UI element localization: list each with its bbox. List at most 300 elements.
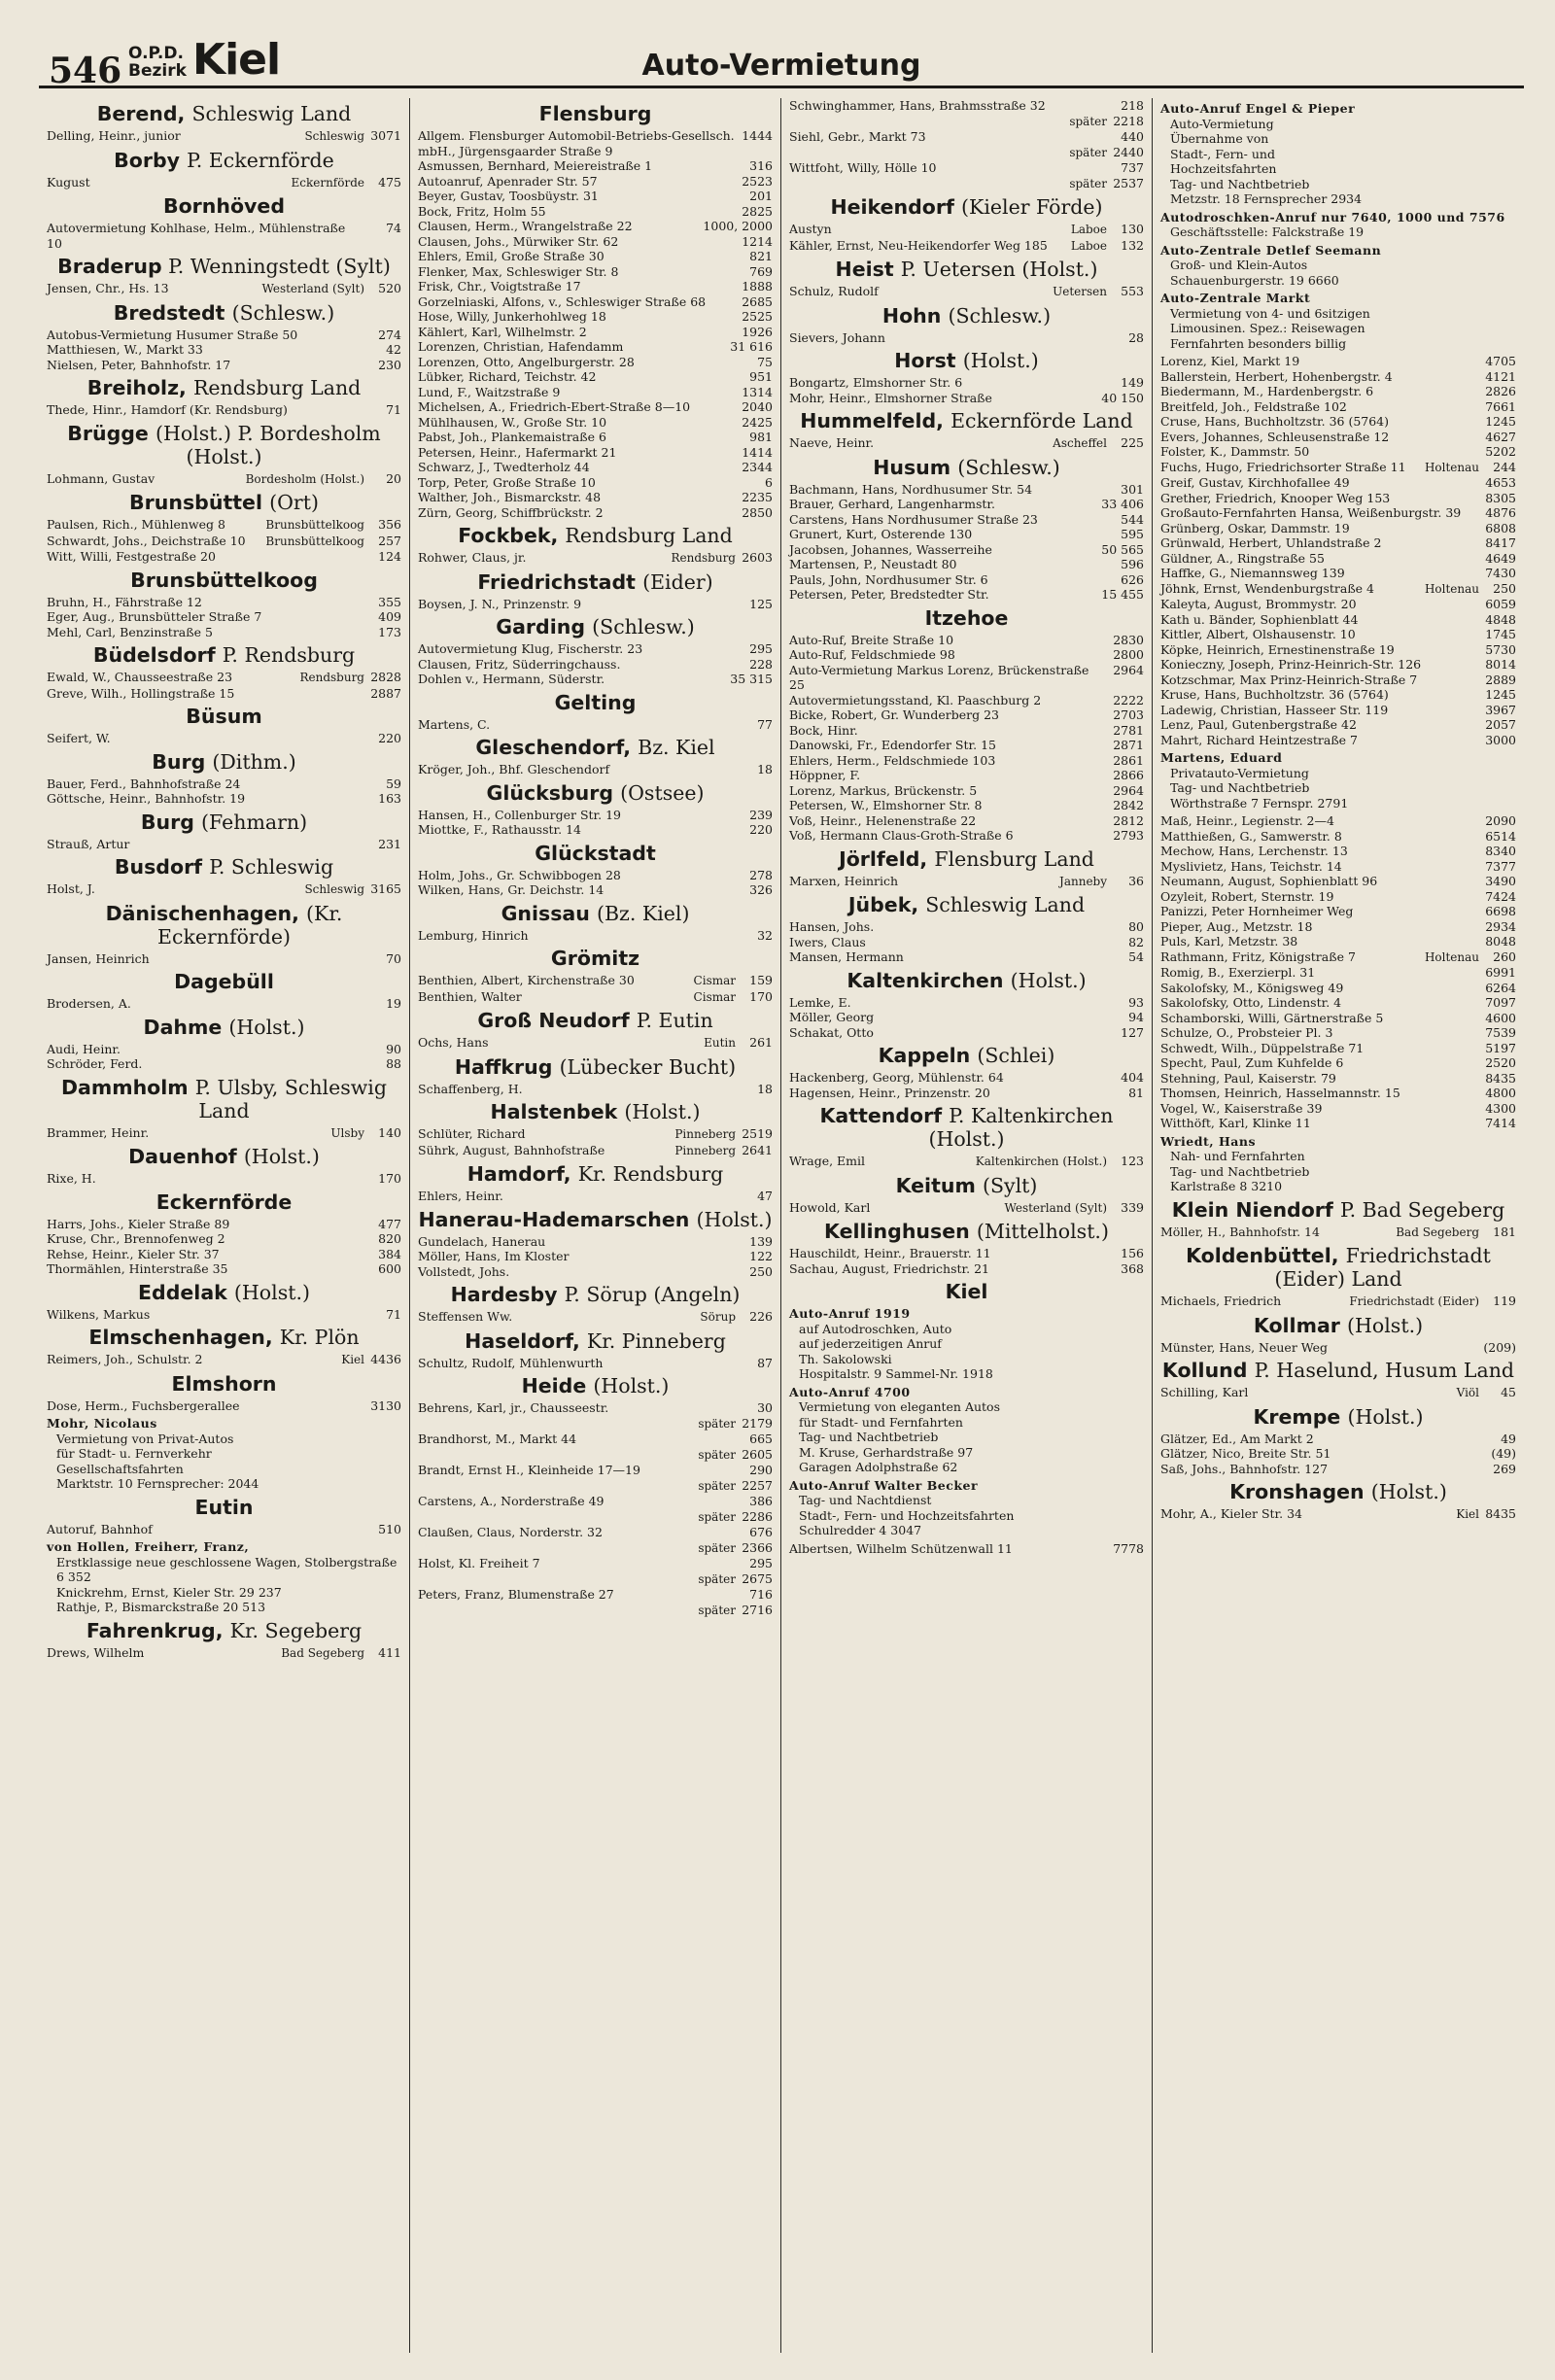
place-name: Hohn (881, 303, 949, 328)
listing-entry (789, 482, 1144, 498)
listing-entry (1160, 414, 1516, 430)
listing-name: Lorenz, Markus, Brückenstr. 5 (789, 782, 978, 798)
place-heading (47, 855, 401, 879)
place-heading (418, 615, 773, 638)
listing-phone: 7778 (1113, 1540, 1144, 1556)
listing-phone: 440 (1121, 129, 1144, 144)
listing-name: Matthießen, G., Samwerstr. 8 (1160, 828, 1342, 844)
place-heading (47, 1016, 401, 1039)
advert-block (1160, 210, 1516, 240)
listing-phone: 520 (378, 281, 401, 295)
listing-entry (789, 129, 1144, 145)
listing-name: Glätzer, Nico, Breite Str. 51 (1160, 1446, 1331, 1461)
listing-entry (789, 1025, 1144, 1041)
listing-phone: (49) (1491, 1446, 1516, 1461)
listing-name: Carstens, A., Norderstraße 49 (418, 1494, 605, 1508)
place-heading (789, 1220, 1144, 1243)
place-name: Gnissau (501, 901, 597, 925)
listing-entry (418, 717, 773, 733)
listing-exchange: Janneby (1059, 874, 1107, 888)
place-heading (789, 195, 1144, 219)
listing-entry (418, 1556, 773, 1571)
listing-entry (1160, 889, 1516, 905)
listing-phone: 2605 (742, 1446, 773, 1462)
listing-exchange: Friedrichstadt (Eider) (1349, 1294, 1479, 1308)
listing-entry (789, 874, 1144, 890)
listing-phone: 130 (1121, 222, 1144, 236)
place-heading (47, 705, 401, 728)
listing-entry (1160, 874, 1516, 889)
listing-name: Wilken, Hans, Gr. Deichstr. 14 (418, 882, 605, 897)
listing-exchange: später (1069, 145, 1107, 159)
place-heading (418, 1055, 773, 1079)
advert-line: für Stadt- und Fernfahrten (799, 1414, 963, 1430)
listing-phone: 820 (378, 1231, 401, 1246)
listing-name: Mehl, Carl, Benzinstraße 5 (47, 624, 213, 639)
listing-entry (418, 369, 773, 385)
listing-phone: 3967 (1485, 702, 1516, 717)
advert-line: Marktstr. 10 Fernsprecher: 2044 (56, 1476, 259, 1491)
listing-name: Reimers, Joh., Schulstr. 2 (47, 1352, 203, 1366)
listing-entry (1160, 535, 1516, 551)
listing-phone: 220 (749, 822, 773, 837)
advert-title: Mohr, Nicolaus (47, 1416, 157, 1431)
advert-line: Vermietung von 4- und 6sitzigen (1170, 305, 1370, 321)
listing-entry (47, 221, 401, 251)
listing-phone: 3165 (370, 881, 401, 896)
listing-phone: 2440 (1113, 144, 1144, 159)
advert-line: auf jederzeitigen Anruf (799, 1336, 942, 1351)
listing-phone: 28 (1128, 329, 1144, 345)
listing-entry (1160, 566, 1516, 581)
listing-entry (47, 175, 401, 191)
listing-phone: 19 (386, 996, 401, 1011)
listing-entry (418, 1525, 773, 1540)
advert-line: Garagen Adolphstraße 62 (799, 1460, 958, 1474)
listing-phone: 244 (1493, 459, 1516, 474)
listing-entry (1160, 919, 1516, 935)
place-name: Elmshorn (171, 1371, 277, 1396)
place-name: Koldenbüttel, (1186, 1244, 1346, 1267)
listing-name: Kröger, Joh., Bhf. Gleschendorf (418, 762, 610, 776)
listing-phone: 5197 (1485, 1040, 1516, 1055)
listing-phone: 368 (1121, 1260, 1144, 1276)
place-name: Keitum (895, 1173, 983, 1197)
listing-phone: 42 (386, 342, 401, 357)
listing-phone: 7097 (1485, 995, 1516, 1010)
place-name: Eutin (194, 1495, 254, 1519)
listing-phone: 2964 (1113, 662, 1144, 677)
listing-name: Hose, Willy, Junkerhohlweg 18 (418, 309, 606, 324)
listing-entry (789, 1086, 1144, 1101)
listing-name: Benthien, Walter (418, 988, 522, 1004)
listing-entry (47, 881, 401, 898)
listing-name: Iwers, Claus (789, 934, 866, 949)
listing-name: Wittfoht, Willy, Hölle 10 (789, 160, 937, 175)
advert-line: Tag- und Nachtbetrieb (1170, 780, 1310, 795)
listing-name: Göttsche, Heinr., Bahnhofstr. 19 (47, 791, 246, 806)
advert-line: Übernahme von (1170, 131, 1269, 146)
listing-name: Autobus-Vermietung Husumer Straße 50 (47, 327, 298, 342)
listing-name: Auto-Ruf, Feldschmiede 98 (789, 647, 955, 662)
place-qualifier: (Schlei) (977, 1044, 1055, 1067)
listing-phone: 181 (1493, 1224, 1516, 1239)
listing-entry (789, 98, 1144, 114)
listing-entry (1160, 369, 1516, 385)
listing-phone: 40 150 (1101, 390, 1144, 405)
listing-phone: 4600 (1485, 1010, 1516, 1025)
listing-phone: 7661 (1485, 398, 1516, 414)
column-4 (1153, 98, 1524, 2353)
listing-name: Howold, Karl (789, 1199, 871, 1215)
listing-entry (47, 1125, 401, 1142)
place-qualifier: (Schlesw.) (592, 615, 695, 638)
place-name: Kollund (1161, 1359, 1255, 1382)
listing-name: Güldner, A., Ringstraße 55 (1160, 550, 1325, 566)
listing-entry (418, 1509, 773, 1526)
listing-phone: 6 (765, 474, 773, 490)
listing-entry (418, 868, 773, 883)
listing-name: Gundelach, Hanerau (418, 1233, 546, 1249)
place-name: Hamdorf, (466, 1162, 578, 1186)
listing-entry (418, 1249, 773, 1264)
place-heading (789, 304, 1144, 328)
listing-name: Breitfeld, Joh., Feldstraße 102 (1160, 398, 1347, 414)
place-heading (418, 1208, 773, 1231)
listing-name: Möller, Georg (789, 1010, 875, 1024)
listing-name: Ewald, W., Chausseestraße 23 (47, 670, 233, 684)
place-qualifier: P. Rendsburg (222, 643, 356, 667)
listing-phone: 1314 (742, 384, 773, 399)
place-qualifier: (Holst.) (696, 1207, 773, 1231)
listing-exchange: Sörup (700, 1310, 736, 1324)
listing-phone: 2826 (1485, 384, 1516, 398)
listing-name: Greif, Gustav, Kirchhofallee 49 (1160, 475, 1350, 490)
place-name: Horst (894, 349, 963, 372)
listing-name: Albertsen, Wilhelm Schützenwall 11 (789, 1540, 1013, 1556)
place-heading (418, 781, 773, 805)
place-heading (418, 842, 773, 865)
listing-entry (789, 512, 1144, 528)
listing-entry (418, 174, 773, 190)
listing-phone: 356 (378, 517, 401, 532)
listing-phone: 260 (1493, 949, 1516, 964)
listing-entry (1160, 1340, 1516, 1356)
listing-name: Seifert, W. (47, 731, 111, 745)
listing-entry (789, 949, 1144, 965)
place-name: Heikendorf (830, 195, 962, 219)
listing-phone: 4848 (1485, 611, 1516, 627)
listing-phone: 1245 (1485, 414, 1516, 429)
place-qualifier: Flensburg Land (934, 846, 1094, 871)
listing-name: Evers, Johannes, Schleusenstraße 12 (1160, 429, 1390, 444)
place-qualifier: Rendsburg Land (192, 376, 362, 399)
listing-phone: 665 (749, 1431, 773, 1446)
listing-entry (789, 693, 1144, 708)
listing-name: Sievers, Johann (789, 329, 885, 345)
place-name: Kaltenkirchen (847, 968, 1011, 992)
listing-entry (789, 828, 1144, 844)
listing-phone: 596 (1121, 557, 1144, 571)
place-qualifier: (Kieler Förde) (961, 195, 1103, 219)
listing-phone: 716 (749, 1587, 773, 1602)
listing-name: Möller, H., Bahnhofstr. 14 (1160, 1224, 1320, 1239)
advert-line: Th. Sakolowski (799, 1351, 892, 1366)
listing-entry (418, 973, 773, 989)
listing-phone: 36 (1128, 873, 1144, 888)
listing-phone: 257 (378, 533, 401, 548)
place-heading (418, 102, 773, 125)
listing-name: Neumann, August, Sophienblatt 96 (1160, 874, 1378, 888)
listing-entry (1160, 430, 1516, 445)
listing-name: Fuchs, Hugo, Friedrichsorter Straße 11 (1160, 459, 1406, 474)
column-2 (410, 98, 781, 2353)
listing-name: Myslivietz, Hans, Teichstr. 14 (1160, 858, 1342, 874)
listing-name: Clausen, Fritz, Süderringchauss. (418, 656, 621, 672)
listing-phone: 477 (378, 1216, 401, 1231)
place-qualifier: (Holst.) (624, 1100, 701, 1123)
listing-name: Maß, Heinr., Legienstr. 2—4 (1160, 813, 1334, 828)
listing-phone: 355 (378, 594, 401, 609)
place-heading (789, 349, 1144, 372)
listing-name: Kruse, Chr., Brennofenweg 2 (47, 1231, 225, 1246)
place-heading (1160, 1480, 1516, 1503)
listing-exchange: Brunsbüttelkoog (265, 534, 364, 548)
listing-name: Schwarz, J., Twedterholz 44 (418, 460, 590, 474)
place-heading (1160, 1359, 1516, 1382)
place-name: Groß Neudorf (477, 1009, 637, 1032)
listing-entry (418, 249, 773, 264)
listing-name: Hagensen, Heinr., Prinzenstr. 20 (789, 1085, 990, 1100)
listing-phone: 384 (378, 1246, 401, 1261)
listing-entry (789, 1200, 1144, 1217)
listing-name: Lübker, Richard, Teichstr. 42 (418, 369, 597, 384)
listing-phone: 54 (1128, 949, 1144, 964)
listing-name: Beyer, Gustav, Toosbüystr. 31 (418, 189, 599, 203)
place-heading (789, 409, 1144, 432)
listing-phone: 2519 (742, 1126, 773, 1141)
listing-phone: 6264 (1485, 980, 1516, 995)
place-heading (1160, 1314, 1516, 1337)
listing-phone: 2675 (742, 1570, 773, 1586)
listing-name: Lemke, E. (789, 994, 851, 1010)
listing-exchange: Eckernförde (291, 175, 364, 190)
advert-title: Auto-Zentrale Markt (1160, 291, 1311, 305)
listing-name: Drews, Wilhelm (47, 1644, 145, 1660)
listing-name: Schulze, O., Probsteier Pl. 3 (1160, 1025, 1333, 1040)
listing-entry (789, 995, 1144, 1011)
listing-entry (418, 355, 773, 370)
listing-entry (47, 1217, 401, 1232)
listing-name: Kaleyta, August, Brommystr. 20 (1160, 597, 1357, 611)
advert-line: auf Autodroschken, Auto (799, 1321, 952, 1336)
listing-name: Zürn, Georg, Schiffbrückstr. 2 (418, 504, 604, 520)
listing-phone: 6808 (1485, 520, 1516, 535)
place-heading (47, 255, 401, 278)
listing-name: Paulsen, Rich., Mühlenweg 8 (47, 517, 225, 532)
listing-entry (1160, 934, 1516, 949)
place-name: Hanerau-Hademarschen (418, 1207, 697, 1231)
listing-entry (418, 309, 773, 325)
listing-phone: 88 (386, 1056, 401, 1071)
listing-exchange: Kaltenkirchen (Holst.) (975, 1155, 1107, 1168)
listing-entry (47, 402, 401, 418)
listing-entry (418, 657, 773, 673)
advert-line: Hochzeitsfahrten (1170, 161, 1277, 176)
listing-entry (1160, 551, 1516, 567)
listing-phone: 71 (386, 1306, 401, 1322)
place-heading (47, 902, 401, 949)
listing-phone: 1926 (742, 324, 773, 339)
listing-entry (47, 837, 401, 852)
advert-line: Metzstr. 18 Fernsprecher 2934 (1170, 191, 1363, 206)
listing-name: Rixe, H. (47, 1171, 96, 1186)
place-name: Kappeln (878, 1044, 978, 1067)
place-heading (47, 1496, 401, 1519)
listing-name: Austyn (789, 222, 832, 236)
listing-entry (1160, 1293, 1516, 1310)
listing-name: Cruse, Hans, Buchholtzstr. 36 (5764) (1160, 414, 1390, 429)
listing-name: Großauto-Fernfahrten Hansa, Weißenburgstr. 39 (1160, 505, 1462, 520)
listing-name: Grünberg, Oskar, Dammstr. 19 (1160, 520, 1350, 535)
listing-name: Witthöft, Karl, Klinke 11 (1160, 1116, 1311, 1130)
listing-exchange: Laboe (1070, 238, 1107, 253)
place-heading (418, 902, 773, 925)
listing-phone: 2842 (1113, 798, 1144, 812)
place-heading (47, 491, 401, 514)
listing-entry (47, 996, 401, 1012)
place-qualifier: (Holst.) P. Bordesholm (Holst.) (155, 421, 381, 468)
listing-name: Kath u. Bänder, Sophienblatt 44 (1160, 611, 1359, 627)
place-heading (1160, 1244, 1516, 1291)
place-heading (789, 1104, 1144, 1151)
listing-exchange: Pinneberg (674, 1143, 736, 1157)
listing-phone: 122 (749, 1249, 773, 1263)
listing-name: Dose, Herm., Fuchsbergerallee (47, 1397, 240, 1413)
listing-phone: 2685 (742, 293, 773, 309)
place-qualifier: Eckernförde Land (950, 409, 1133, 432)
place-qualifier: (Holst.) (1347, 1404, 1424, 1429)
listing-entry (418, 128, 773, 158)
listing-entry (1160, 1041, 1516, 1056)
listing-phone: 74 (386, 221, 401, 235)
listing-entry (418, 928, 773, 944)
advert-line: Vermietung von eleganten Autos (799, 1399, 1000, 1414)
listing-phone: 50 565 (1101, 541, 1144, 557)
place-name: Borby (114, 148, 188, 172)
place-heading (47, 376, 401, 399)
advert-title: Auto-Anruf 4700 (789, 1384, 911, 1399)
listing-phone: 2800 (1113, 647, 1144, 662)
listing-phone: 2235 (742, 490, 773, 504)
place-name: Büdelsdorf (92, 643, 223, 667)
listing-exchange: Westerland (Sylt) (1004, 1200, 1107, 1215)
listing-name: Brodersen, A. (47, 996, 131, 1011)
place-heading (47, 194, 401, 218)
listing-entry (418, 1264, 773, 1280)
advert-line: Groß- und Klein-Autos (1170, 258, 1308, 272)
listing-name: Bauer, Ferd., Bahnhofstraße 24 (47, 776, 241, 791)
listing-name: Möller, Hans, Im Kloster (418, 1249, 570, 1263)
advert-block (1160, 750, 1516, 811)
listing-name: Sakolofsky, Otto, Lindenstr. 4 (1160, 995, 1342, 1010)
listing-entry (789, 497, 1144, 512)
listing-name: Siehl, Gebr., Markt 73 (789, 129, 926, 144)
listing-name: Carstens, Hans Nordhusumer Straße 23 (789, 511, 1038, 527)
listing-entry (47, 328, 401, 343)
listing-phone: 295 (749, 641, 773, 656)
listing-name: Ozyleit, Robert, Sternstr. 19 (1160, 888, 1334, 904)
place-qualifier: P. Bad Segeberg (1339, 1197, 1505, 1222)
listing-name: Auto-Ruf, Breite Straße 10 (789, 632, 954, 647)
page-number: 546 (49, 51, 122, 91)
listing-entry (418, 264, 773, 280)
listing-phone: 1000, 2000 (703, 219, 773, 233)
listing-entry (418, 294, 773, 310)
place-name: Brunsbüttelkoog (130, 568, 318, 592)
listing-name: Hauschildt, Heinr., Brauerstr. 11 (789, 1246, 991, 1260)
listing-name: Jansen, Heinrich (47, 950, 150, 966)
place-qualifier: (Dithm.) (212, 749, 296, 774)
listing-phone: 2179 (742, 1415, 773, 1431)
place-heading (418, 1009, 773, 1032)
listing-phone: 35 315 (730, 672, 773, 686)
place-heading (789, 456, 1144, 479)
listing-name: Holst, Kl. Freiheit 7 (418, 1556, 540, 1570)
listing-name: Behrens, Karl, jr., Chausseestr. (418, 1400, 609, 1415)
listing-name: Grether, Friedrich, Knooper Weg 153 (1160, 490, 1391, 505)
listing-name: Greve, Wilh., Hollingstraße 15 (47, 685, 235, 701)
listing-phone: 2090 (1485, 813, 1516, 828)
listing-name: Rehse, Heinr., Kieler Str. 37 (47, 1246, 220, 1261)
listing-phone: 170 (378, 1171, 401, 1186)
place-heading (47, 1190, 401, 1214)
listing-name: Dohlen v., Hermann, Süderstr. (418, 672, 605, 686)
listing-entry (1160, 981, 1516, 996)
listing-phone: 2603 (742, 550, 773, 565)
place-name: Kollmar (1253, 1313, 1348, 1337)
listing-entry (47, 281, 401, 297)
listing-name: Auto-Vermietung Markus Lorenz, Brückenstraße 25 (789, 662, 1089, 692)
listing-entry (789, 330, 1144, 346)
listing-phone: 31 616 (730, 339, 773, 354)
listing-phone: (209) (1483, 1339, 1516, 1355)
listing-entry (47, 595, 401, 610)
listing-entry (789, 1010, 1144, 1025)
listing-name: Konieczny, Joseph, Prinz-Heinrich-Str. 126 (1160, 657, 1422, 672)
listing-name: Gorzelniaski, Alfons, v., Schleswiger Straße 68 (418, 293, 707, 309)
listing-entry (418, 989, 773, 1006)
listing-phone: 1245 (1485, 687, 1516, 702)
listing-entry (418, 672, 773, 687)
place-qualifier: P. Ulsby, Schleswig Land (194, 1075, 387, 1122)
place-qualifier: (Holst.) (228, 1015, 305, 1039)
listing-name: Ehlers, Herm., Feldschmiede 103 (789, 752, 996, 768)
advert-block (789, 1385, 1144, 1475)
place-name: Kronshagen (1229, 1480, 1371, 1503)
place-qualifier: P. Kaltenkirchen (Holst.) (928, 1104, 1114, 1151)
listing-phone: 2828 (370, 670, 401, 684)
listing-entry (418, 1603, 773, 1619)
listing-phone: 6059 (1485, 597, 1516, 611)
advert-line: Geschäftsstelle: Falckstraße 19 (1170, 224, 1365, 239)
listing-phone: 2850 (742, 504, 773, 520)
listing-entry (789, 435, 1144, 452)
place-name: Jübek, (847, 893, 926, 916)
place-qualifier: (Fehmarn) (201, 810, 308, 834)
listing-name: Hansen, Johs. (789, 919, 875, 934)
listing-exchange: später (698, 1509, 736, 1524)
